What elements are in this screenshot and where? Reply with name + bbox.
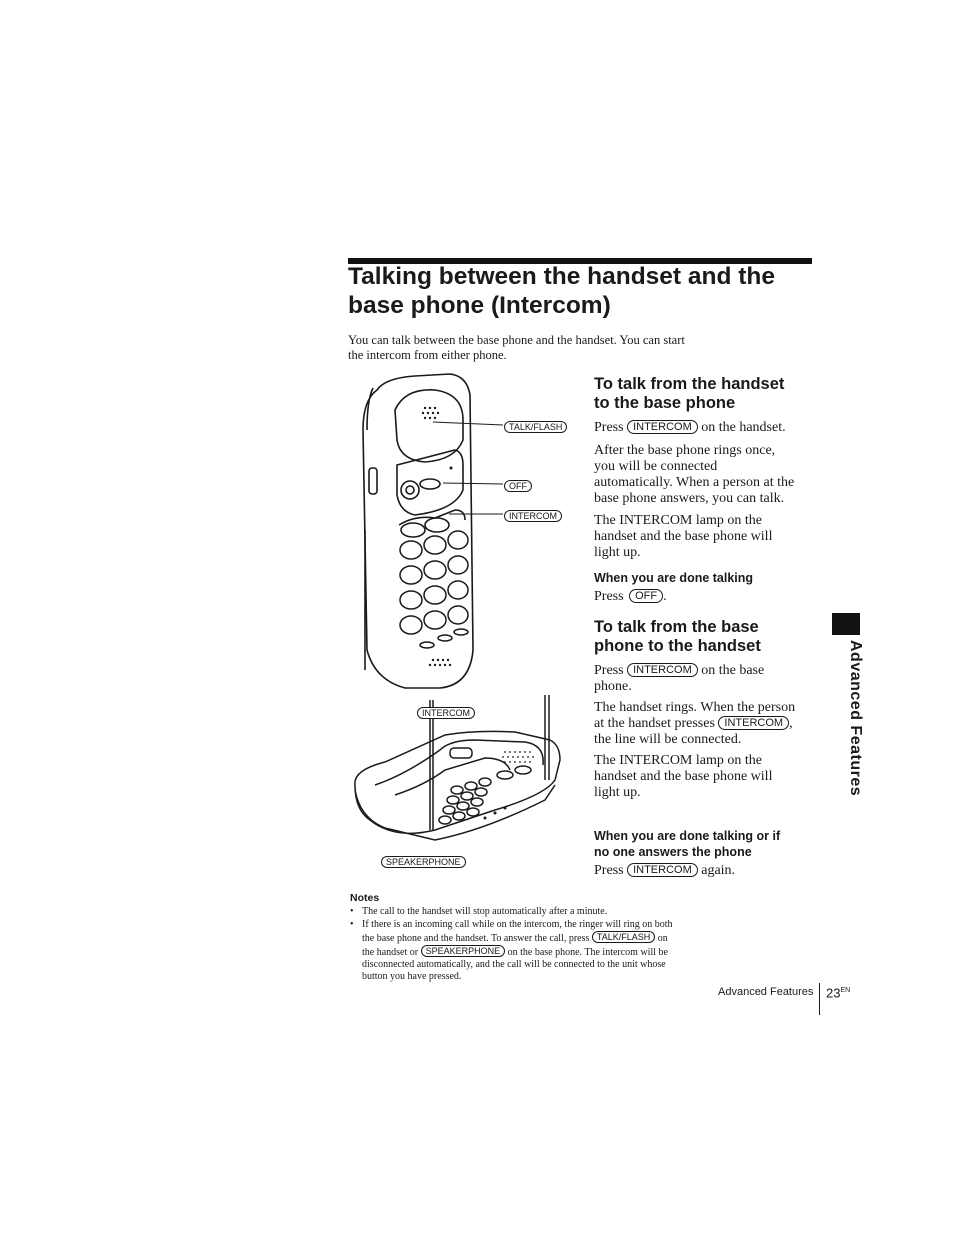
note-item-2-line1: If there is an incoming call while on the intercom, the ringer will ring on both bbox=[362, 919, 673, 930]
notes-heading: Notes bbox=[350, 892, 380, 904]
section1-para2-line2: you will be connected bbox=[594, 459, 718, 474]
note-item-2-line4: disconnected automatically, and the call will be connected to the unit whose bbox=[362, 959, 666, 970]
section1-para3-line2: handset and the base phone will bbox=[594, 529, 773, 544]
section2-step1-post: on the base bbox=[701, 663, 765, 678]
section1-para2-line4: base phone answers, you can talk. bbox=[594, 491, 785, 506]
section2-done-pre: Press bbox=[594, 863, 624, 878]
section2-para2-line2-post: , bbox=[789, 716, 793, 731]
note-item-1 bbox=[350, 906, 750, 918]
section2-done bbox=[594, 828, 824, 879]
talk-flash-key: TALK/FLASH bbox=[504, 421, 567, 433]
section2-step1 bbox=[594, 663, 819, 695]
note-item-1-text: The call to the handset will stop automatically after a minute. bbox=[362, 906, 608, 917]
section2-done-heading-line1: When you are done talking or if bbox=[594, 829, 781, 843]
talk-flash-key-note: TALK/FLASH bbox=[592, 931, 655, 943]
note-item-2 bbox=[350, 919, 750, 983]
notes bbox=[350, 891, 750, 983]
section2-para2-line3: the line will be connected. bbox=[594, 732, 742, 747]
section1-done-pre: Press bbox=[594, 589, 624, 604]
label-intercom-base bbox=[417, 704, 475, 722]
side-tab-label: Advanced Features bbox=[847, 640, 864, 797]
page-number-value: 23 bbox=[826, 985, 841, 1001]
note-item-2-line2-pre: the base phone and the handset. To answer the call, press bbox=[362, 933, 590, 944]
section1-done-post: . bbox=[663, 589, 667, 604]
section2-para2 bbox=[594, 700, 819, 748]
page-title-line1: Talking between the handset and the bbox=[348, 263, 775, 290]
label-talk-flash bbox=[504, 418, 567, 436]
section2-done-post: again. bbox=[701, 863, 736, 878]
section2-para2-line2-pre: at the handset presses bbox=[594, 716, 715, 731]
note-item-2-line3-post: on the base phone. The intercom will be bbox=[507, 947, 668, 958]
off-key: OFF bbox=[504, 480, 532, 492]
page-title-line2: base phone (Intercom) bbox=[348, 292, 611, 319]
note-item-2-line5: button you have pressed. bbox=[362, 971, 462, 982]
speakerphone-key-note: SPEAKERPHONE bbox=[421, 945, 506, 957]
intercom-handset-key: INTERCOM bbox=[504, 510, 562, 522]
bullet-icon: • bbox=[350, 919, 354, 930]
section2-heading-line1: To talk from the base bbox=[594, 618, 759, 636]
section1-para3 bbox=[594, 513, 819, 561]
section1-heading-line1: To talk from the handset bbox=[594, 375, 785, 393]
section1-para3-line3: light up. bbox=[594, 545, 641, 560]
section2-done-step bbox=[594, 863, 824, 879]
section2-para3 bbox=[594, 753, 819, 801]
section-base-to-handset bbox=[594, 618, 819, 801]
label-off bbox=[504, 477, 532, 495]
intro-line2: the intercom from either phone. bbox=[348, 348, 507, 362]
section1-para2 bbox=[594, 443, 819, 507]
section1-para2-line1: After the base phone rings once, bbox=[594, 443, 776, 458]
speakerphone-key: SPEAKERPHONE bbox=[381, 856, 466, 868]
intro-paragraph bbox=[348, 333, 728, 363]
side-tab-marker bbox=[832, 613, 860, 635]
footer-divider bbox=[819, 983, 820, 1015]
note-item-2-line3-pre: the handset or bbox=[362, 947, 419, 958]
section2-done-heading-line2: no one answers the phone bbox=[594, 845, 752, 859]
intercom-key-base: INTERCOM bbox=[627, 663, 698, 677]
section1-step1-post: on the handset. bbox=[701, 420, 786, 435]
section2-heading bbox=[594, 618, 819, 656]
section2-step1-pre: Press bbox=[594, 663, 624, 678]
section1-step1-pre: Press bbox=[594, 420, 624, 435]
bullet-icon: • bbox=[350, 906, 354, 917]
section1-step1 bbox=[594, 420, 819, 436]
label-speakerphone bbox=[381, 853, 466, 871]
section1-done-step bbox=[594, 589, 819, 605]
section2-heading-line2: phone to the handset bbox=[594, 637, 761, 655]
footer-section: Advanced Features bbox=[718, 986, 814, 998]
section1-heading-line2: to the base phone bbox=[594, 394, 736, 412]
section2-done-heading bbox=[594, 828, 824, 860]
section2-para3-line1: The INTERCOM lamp on the bbox=[594, 753, 762, 768]
page-number bbox=[826, 983, 850, 1001]
section1-done-heading: When you are done talking bbox=[594, 571, 754, 585]
section2-para2-line1: The handset rings. When the person bbox=[594, 700, 796, 715]
page-number-suffix: EN bbox=[840, 987, 851, 994]
intercom-key: INTERCOM bbox=[627, 420, 698, 434]
off-key-inline: OFF bbox=[629, 589, 663, 603]
note-item-2-line2-post: on bbox=[657, 933, 668, 944]
intro-line1: You can talk between the base phone and the handset. You can start bbox=[348, 333, 685, 347]
section1-heading bbox=[594, 375, 819, 413]
section-handset-to-base bbox=[594, 375, 819, 605]
intercom-base-key: INTERCOM bbox=[417, 707, 475, 719]
intercom-key-done: INTERCOM bbox=[627, 863, 698, 877]
section1-para3-line1: The INTERCOM lamp on the bbox=[594, 513, 762, 528]
section2-para3-line2: handset and the base phone will bbox=[594, 769, 773, 784]
section2-para3-line3: light up. bbox=[594, 785, 641, 800]
page-title bbox=[348, 262, 818, 320]
section2-step1-line2: phone. bbox=[594, 679, 632, 694]
label-intercom-handset bbox=[504, 507, 562, 525]
intercom-key-handset-press: INTERCOM bbox=[718, 716, 789, 730]
section1-para2-line3: automatically. When a person at the bbox=[594, 475, 795, 490]
